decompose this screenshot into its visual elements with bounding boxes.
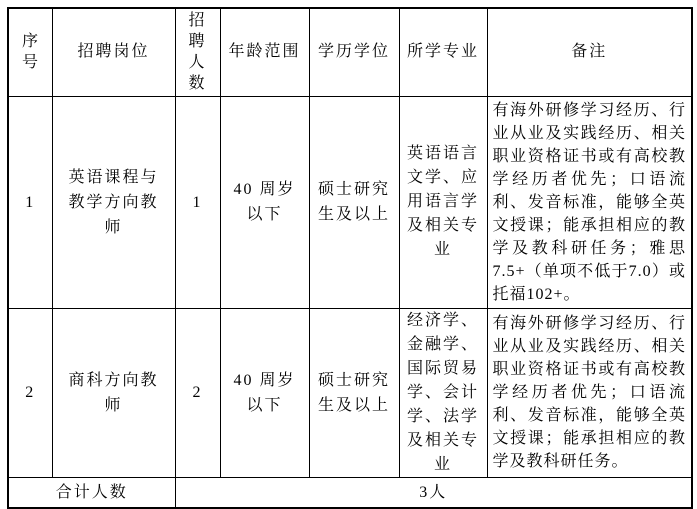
header-major: 所学专业 [399, 8, 487, 96]
cell-position: 英语课程与教学方向教师 [52, 96, 175, 308]
cell-count: 1 [175, 96, 220, 308]
cell-count: 2 [175, 308, 220, 477]
cell-notes: 有海外研修学习经历、行业从业及实践经历、相关职业资格证书或有高校教学经历者优先；口语流利、发音标准，能够全英文授课；能承担相应的教学及教科研任务。 [487, 308, 692, 477]
cell-position: 商科方向教师 [52, 308, 175, 477]
header-row [8, 8, 692, 96]
header-age: 年龄范围 [220, 8, 309, 96]
header-count: 招聘人数 [175, 8, 220, 96]
cell-age: 40 周岁以下 [220, 96, 309, 308]
header-notes: 备注 [487, 8, 692, 96]
total-value: 3人 [175, 477, 692, 508]
cell-notes: 有海外研修学习经历、行业从业及实践经历、相关职业资格证书或有高校教学经历者优先；口语流利、发音标准，能够全英文授课；能承担相应的教学及教科研任务；雅思7.5+（单项不低于7.0）或托福102+。 [487, 96, 692, 308]
cell-degree: 硕士研究生及以上 [309, 96, 399, 308]
header-degree: 学历学位 [309, 8, 399, 96]
total-label: 合计人数 [8, 477, 175, 508]
cell-serial: 2 [8, 308, 52, 477]
cell-degree: 硕士研究生及以上 [309, 308, 399, 477]
header-position: 招聘岗位 [52, 8, 175, 96]
footer-row [8, 477, 692, 508]
cell-major: 经济学、金融学、国际贸易学、会计学、法学及相关专业 [399, 308, 487, 477]
cell-major: 英语语言文学、应用语言学及相关专业 [399, 96, 487, 308]
table-row [8, 308, 692, 477]
cell-age: 40 周岁以下 [220, 308, 309, 477]
cell-serial: 1 [8, 96, 52, 308]
table-row [8, 96, 692, 308]
header-serial: 序号 [8, 8, 52, 96]
recruitment-table [7, 7, 693, 509]
